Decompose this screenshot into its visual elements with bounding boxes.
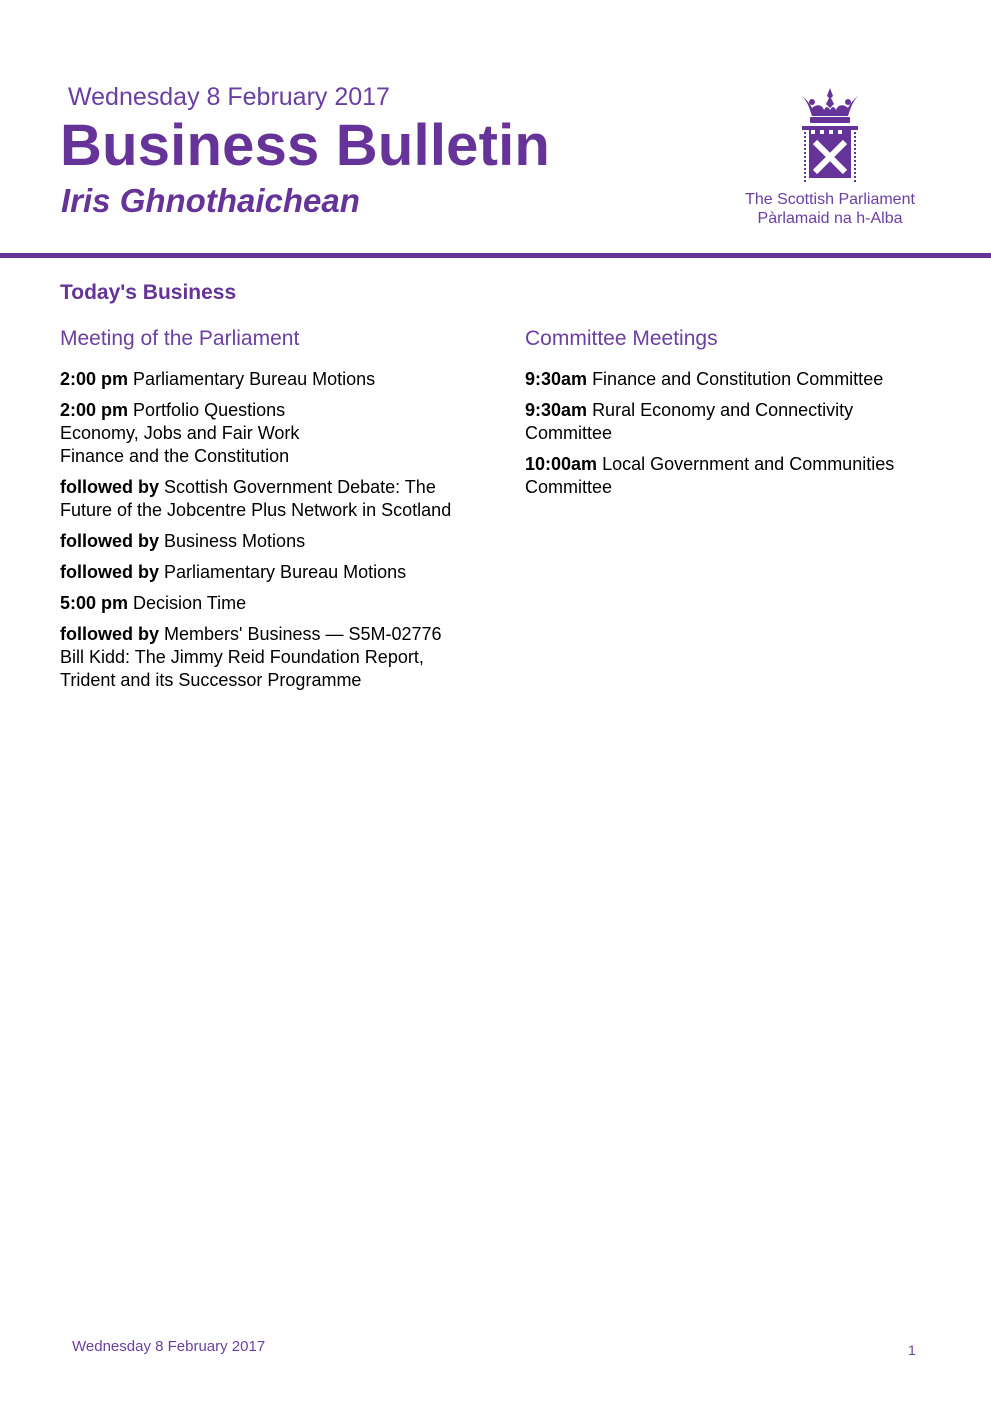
header-date: Wednesday 8 February 2017 [68, 83, 390, 111]
page-title: Business Bulletin [60, 113, 551, 178]
agenda-item [60, 368, 470, 391]
footer-date: Wednesday 8 February 2017 [72, 1338, 266, 1355]
committee-item-text: Rural Economy and Connectivity Committee [525, 400, 854, 443]
logo-text-english: The Scottish Parliament [745, 191, 915, 208]
agenda-item-time: followed by [60, 477, 159, 497]
agenda-item [60, 399, 470, 468]
agenda-item-time: 2:00 pm [60, 369, 129, 389]
committee-item-text: Finance and Constitution Committee [592, 369, 884, 389]
committee-item-time: 9:30am [525, 369, 588, 389]
section-heading: Today's Business [60, 281, 237, 304]
agenda-item-time: followed by [60, 624, 159, 644]
meeting-heading: Meeting of the Parliament [60, 327, 300, 350]
committee-item-time: 10:00am [525, 454, 598, 474]
committee-item [525, 368, 945, 391]
agenda-item-text: Scottish Government Debate: The Future of the Jobcentre Plus Network in Scotland [60, 477, 452, 520]
agenda-item-text: Parliamentary Bureau Motions [164, 562, 407, 582]
agenda-item-time: followed by [60, 562, 159, 582]
agenda-item-text: Portfolio Questions [133, 400, 286, 420]
logo-text-gaelic: Pàrlamaid na h-Alba [757, 210, 903, 227]
agenda-item [60, 561, 470, 584]
committee-item-text: Local Government and Communities Committee [525, 454, 895, 497]
agenda-item-text: Parliamentary Bureau Motions [133, 369, 376, 389]
agenda-item-subline: Finance and the Constitution [60, 446, 290, 466]
agenda-item-text: Decision Time [133, 593, 247, 613]
agenda-item-subline: Economy, Jobs and Fair Work [60, 423, 300, 443]
committee-column [525, 326, 945, 507]
agenda-item [60, 530, 470, 553]
agenda-item [60, 476, 470, 522]
agenda-item-time: 2:00 pm [60, 400, 129, 420]
committee-item-time: 9:30am [525, 400, 588, 420]
page-subtitle: Iris Ghnothaichean [61, 182, 360, 219]
scottish-parliament-logo [740, 86, 920, 236]
agenda-item-text: Business Motions [164, 531, 306, 551]
agenda-item-time: 5:00 pm [60, 593, 129, 613]
page-number: 1 [908, 1342, 916, 1358]
committee-item [525, 453, 945, 499]
agenda-item-text: Members' Business — S5M-02776 Bill Kidd: The Jimmy Reid Foundation Report, Trident and its Successor Programme [60, 624, 442, 690]
scottish-parliament-emblem-icon [798, 86, 862, 186]
agenda-item [60, 623, 470, 692]
header-divider [0, 253, 991, 258]
meeting-column [60, 326, 470, 700]
committee-item [525, 399, 945, 445]
agenda-item-time: followed by [60, 531, 159, 551]
committee-heading: Committee Meetings [525, 327, 718, 350]
agenda-item [60, 592, 470, 615]
